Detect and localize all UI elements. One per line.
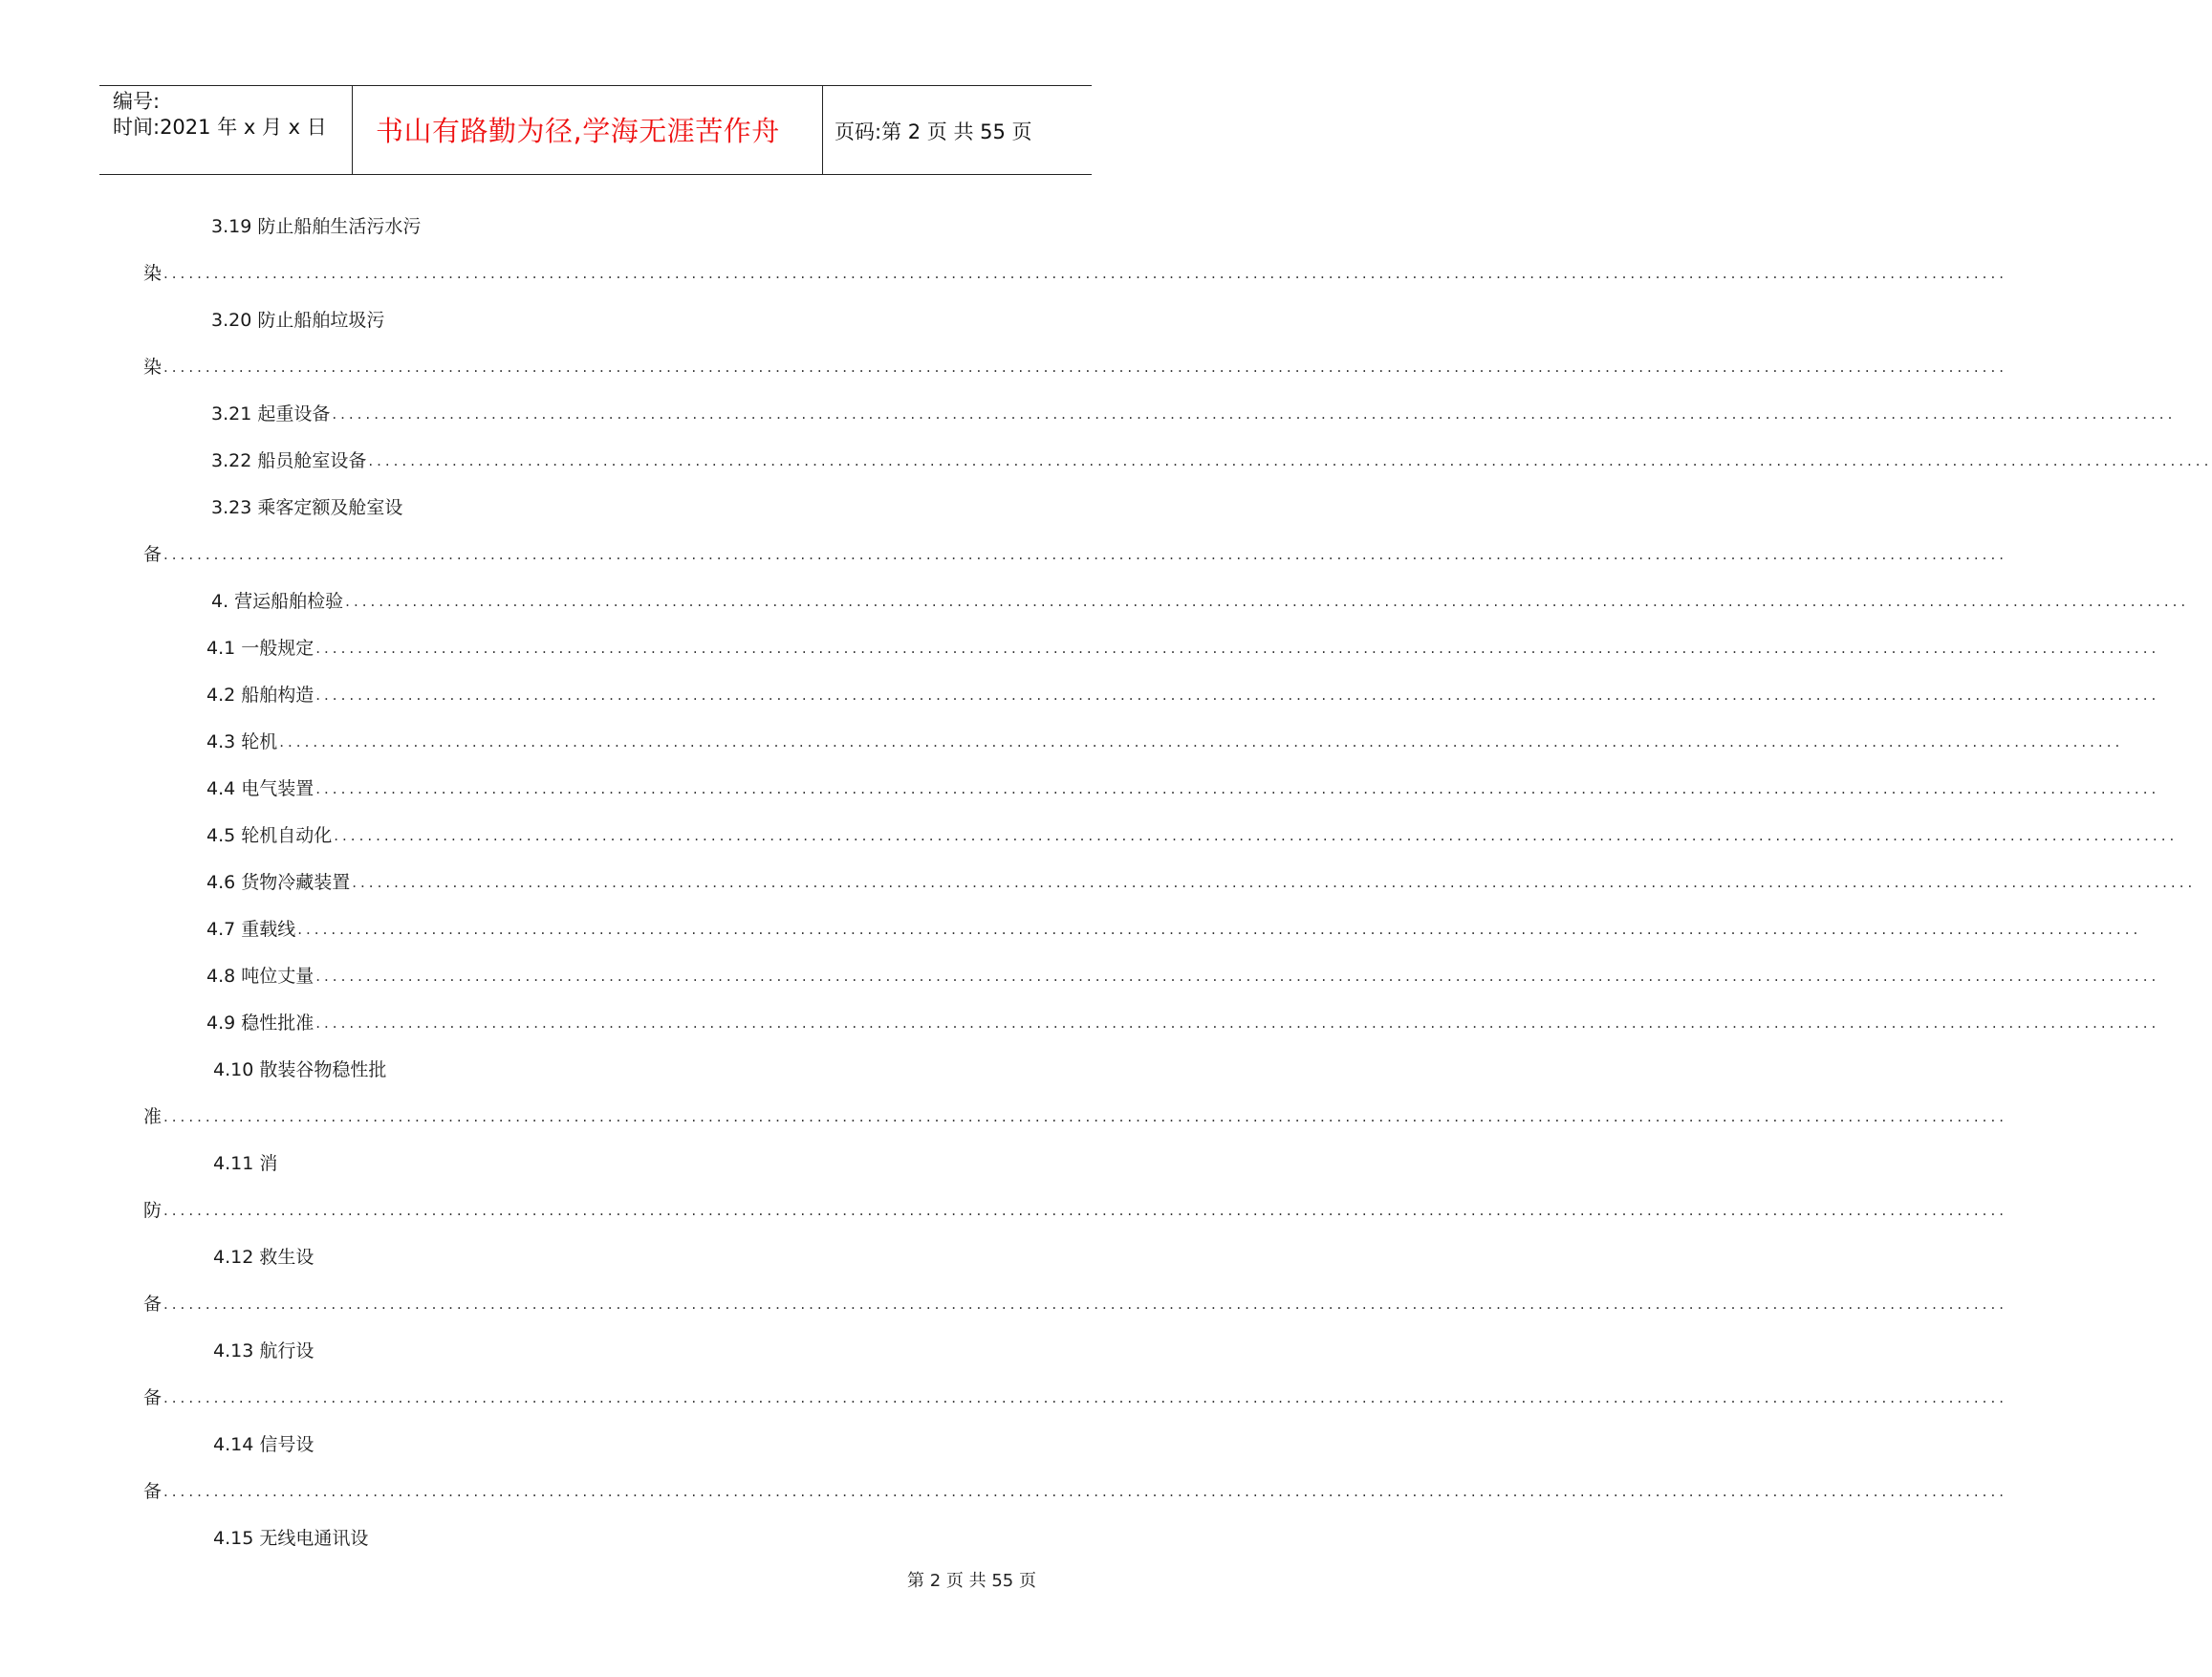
toc-entry[interactable]	[0, 819, 2179, 852]
toc-entry-title: 4.3 轮机	[206, 731, 278, 752]
toc-leader-dots: ............................................................................................................................................................................................................................	[352, 874, 2197, 891]
toc-entry[interactable]	[0, 1522, 1186, 1555]
toc-entry[interactable]	[0, 1100, 2007, 1133]
toc-entry[interactable]	[0, 1428, 1186, 1461]
toc-entry-title: 3.22 船员舱室设备	[211, 450, 367, 471]
toc-leader-dots: ............................................................................................................................................................................................................................	[163, 265, 2007, 282]
toc-entry-title: 4. 营运船舶检验	[211, 591, 344, 612]
toc-leader-dots: ............................................................................................................................................................................................................................	[315, 686, 2160, 704]
document-time-label: 时间:2021 年 x 月 x 日	[113, 116, 327, 139]
toc-entry[interactable]	[0, 1335, 1186, 1367]
toc-entry[interactable]	[0, 210, 1186, 243]
toc-entry-title: 4.9 稳性批准	[206, 1013, 314, 1034]
toc-entry-title: 染	[143, 357, 163, 378]
toc-leader-dots: ............................................................................................................................................................................................................................	[315, 640, 2160, 657]
toc-entry[interactable]	[0, 773, 2160, 805]
toc-entry-title: 3.19 防止船舶生活污水污	[211, 216, 422, 237]
toc-entry-title: 3.21 起重设备	[211, 403, 331, 425]
toc-entry[interactable]	[0, 960, 2160, 992]
toc-entry[interactable]	[0, 866, 2197, 899]
toc-entry[interactable]	[0, 679, 2160, 711]
document-number-label: 编号:	[113, 90, 161, 113]
toc-entry-title: 备	[143, 1481, 163, 1502]
toc-entry[interactable]	[0, 1288, 2007, 1320]
toc-entry-title: 4.11 消	[213, 1153, 278, 1174]
toc-entry[interactable]	[0, 1241, 1186, 1274]
toc-leader-dots: ............................................................................................................................................................................................................................	[368, 452, 2212, 469]
toc-leader-dots: ............................................................................................................................................................................................................................	[163, 1202, 2007, 1219]
toc-entry[interactable]	[0, 1382, 2007, 1414]
toc-entry-title: 备	[143, 544, 163, 565]
toc-entry-title: 4.7 重载线	[206, 919, 296, 940]
toc-leader-dots: ............................................................................................................................................................................................................................	[315, 968, 2160, 985]
toc-leader-dots: ............................................................................................................................................................................................................................	[163, 1483, 2007, 1500]
toc-entry-title: 4.6 货物冷藏装置	[206, 872, 351, 893]
toc-entry-title: 4.8 吨位丈量	[206, 966, 314, 987]
toc-entry-title: 4.12 救生设	[213, 1247, 314, 1268]
toc-entry[interactable]	[0, 491, 1186, 524]
toc-entry[interactable]	[0, 585, 2190, 618]
toc-leader-dots: ............................................................................................................................................................................................................................	[163, 1296, 2007, 1313]
toc-entry-title: 染	[143, 263, 163, 284]
toc-leader-dots: ............................................................................................................................................................................................................................	[163, 1108, 2007, 1125]
toc-leader-dots: ............................................................................................................................................................................................................................	[315, 780, 2160, 797]
toc-leader-dots: ............................................................................................................................................................................................................................	[163, 359, 2007, 376]
toc-entry[interactable]	[0, 1147, 1186, 1180]
toc-entry[interactable]	[0, 1475, 2007, 1508]
toc-entry[interactable]	[0, 398, 2177, 430]
toc-entry[interactable]	[0, 1194, 2007, 1227]
toc-leader-dots: ............................................................................................................................................................................................................................	[297, 921, 2142, 938]
toc-leader-dots: ............................................................................................................................................................................................................................	[345, 593, 2190, 610]
toc-entry[interactable]	[0, 538, 2007, 571]
toc-leader-dots: ............................................................................................................................................................................................................................	[315, 1014, 2160, 1032]
toc-entry-title: 4.2 船舶构造	[206, 685, 314, 706]
header-divider-right	[822, 85, 823, 175]
toc-entry[interactable]	[0, 913, 2142, 946]
toc-entry-title: 4.5 轮机自动化	[206, 825, 333, 846]
toc-entry-title: 防	[143, 1200, 163, 1221]
toc-leader-dots: ............................................................................................................................................................................................................................	[279, 733, 2124, 751]
toc-entry-title: 准	[143, 1106, 163, 1127]
header-bottom-rule	[99, 174, 1092, 175]
toc-entry-title: 备	[143, 1387, 163, 1408]
header-top-rule	[99, 85, 1092, 86]
header-divider-left	[352, 85, 353, 175]
toc-entry-title: 4.14 信号设	[213, 1434, 314, 1455]
toc-entry[interactable]	[0, 726, 2124, 758]
toc-entry[interactable]	[0, 1054, 1186, 1086]
toc-entry-title: 4.13 航行设	[213, 1340, 314, 1361]
toc-leader-dots: ............................................................................................................................................................................................................................	[163, 1389, 2007, 1406]
toc-entry[interactable]	[0, 351, 2007, 383]
toc-entry-title: 4.1 一般规定	[206, 638, 314, 659]
toc-entry-title: 4.10 散装谷物稳性批	[213, 1059, 387, 1080]
toc-leader-dots: ............................................................................................................................................................................................................................	[334, 827, 2179, 844]
footer-page-label: 第 2 页 共 55 页	[907, 1571, 1036, 1591]
toc-entry[interactable]	[0, 445, 2212, 477]
toc-entry-title: 4.4 电气装置	[206, 778, 314, 799]
toc-entry[interactable]	[0, 632, 2160, 664]
header-motto: 书山有路勤为径,学海无涯苦作舟	[376, 115, 780, 147]
toc-entry[interactable]	[0, 304, 1186, 337]
header-page-label: 页码:第 2 页 共 55 页	[835, 120, 1032, 143]
toc-entry-title: 备	[143, 1294, 163, 1315]
toc-entry[interactable]	[0, 1007, 2160, 1039]
toc-leader-dots: ............................................................................................................................................................................................................................	[332, 405, 2177, 423]
toc-entry-title: 3.23 乘客定额及舱室设	[211, 497, 403, 518]
toc-entry[interactable]	[0, 257, 2007, 290]
toc-entry-title: 4.15 无线电通讯设	[213, 1528, 369, 1549]
toc-entry-title: 3.20 防止船舶垃圾污	[211, 310, 385, 331]
toc-leader-dots: ............................................................................................................................................................................................................................	[163, 546, 2007, 563]
